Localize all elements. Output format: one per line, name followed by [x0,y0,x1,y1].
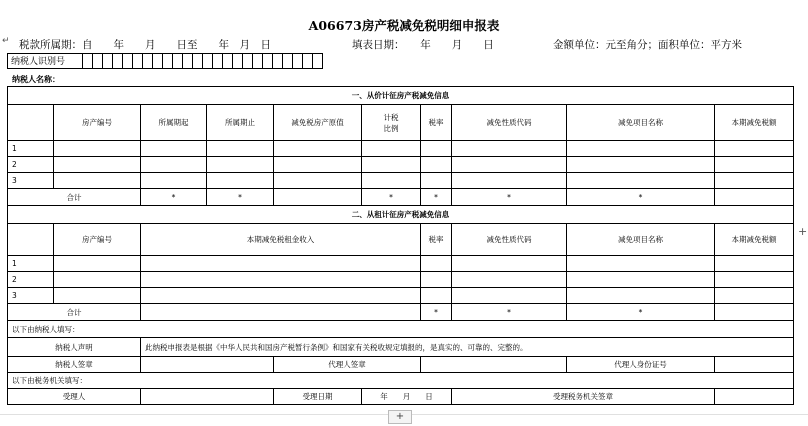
header-relief-item: 减免项目名称 [567,105,715,141]
table-cell[interactable] [421,157,452,173]
taxpayer-id-label: 纳税人识别号 [7,53,83,69]
table-cell[interactable] [452,272,567,288]
table-cell[interactable] [567,272,715,288]
table-cell[interactable] [567,256,715,272]
table-cell[interactable] [54,272,141,288]
table-cell[interactable] [54,157,141,173]
id-digit-box[interactable] [313,53,323,69]
table-cell[interactable] [362,157,421,173]
star-cell: * [567,304,715,321]
table-cell[interactable] [715,141,794,157]
header-period-start: 所属期起 [141,105,207,141]
table-cell[interactable] [421,357,567,373]
id-digit-box[interactable] [263,53,273,69]
table-cell[interactable] [452,141,567,157]
signature-row [8,357,794,373]
table-cell[interactable] [54,256,141,272]
receive-date-units: 年 月 日 [362,389,452,405]
table-row [8,256,794,272]
id-digit-box[interactable] [213,53,223,69]
form-title: A06673房产税减免税明细申报表 [308,18,500,33]
taxpayer-fill-label: 以下由纳税人填写： [8,321,794,338]
table-cell[interactable] [274,189,362,206]
id-digit-box[interactable] [183,53,193,69]
table-cell[interactable] [715,189,794,206]
row-number: 1 [8,256,54,272]
total-label: 合计 [8,189,141,206]
table-cell[interactable] [452,256,567,272]
id-digit-box[interactable] [283,53,293,69]
table-cell[interactable] [274,141,362,157]
star-cell: * [362,189,421,206]
table-cell[interactable] [54,173,141,189]
header-relief-amount: 本期减免税额 [715,224,794,256]
id-digit-box[interactable] [103,53,113,69]
id-digit-box[interactable] [233,53,243,69]
row-number: 2 [8,272,54,288]
table-cell[interactable] [452,288,567,304]
table-row [8,272,794,288]
id-digit-box[interactable] [143,53,153,69]
fill-date: 填表日期： 年 月 日 [352,39,494,51]
agent-signature-label: 代理人签章 [274,357,421,373]
star-cell: * [421,304,452,321]
table-cell[interactable] [452,157,567,173]
section1-title: 一、从价计征房产税减免信息 [8,87,794,105]
star-cell: * [207,189,274,206]
id-digit-box[interactable] [243,53,253,69]
receiver-row [8,389,794,405]
table-cell[interactable] [362,141,421,157]
table-cell[interactable] [452,173,567,189]
table-cell[interactable] [567,173,715,189]
table-cell[interactable] [567,288,715,304]
declaration-label: 纳税人声明 [8,338,141,357]
table-cell[interactable] [207,141,274,157]
row-number: 3 [8,288,54,304]
id-digit-box[interactable] [113,53,123,69]
id-digit-box[interactable] [133,53,143,69]
table-cell[interactable] [715,272,794,288]
table-cell[interactable] [421,256,452,272]
id-digit-box[interactable] [93,53,103,69]
table-cell[interactable] [421,272,452,288]
id-digit-box[interactable] [273,53,283,69]
row-number: 2 [8,157,54,173]
table-cell[interactable] [715,304,794,321]
id-digit-box[interactable] [303,53,313,69]
add-column-icon[interactable]: + [798,225,808,238]
star-cell: * [141,189,207,206]
table-cell[interactable] [567,141,715,157]
table-cell[interactable] [141,157,207,173]
taxpayer-name-label: 纳税人名称： [12,75,60,84]
header-relief-amount: 本期减免税额 [715,105,794,141]
id-digit-box[interactable] [83,53,93,69]
table-cell[interactable] [141,173,207,189]
header-property-no: 房产编号 [54,105,141,141]
table-cell[interactable] [567,157,715,173]
table-cell[interactable] [54,288,141,304]
tax-office-fill-row [8,373,794,389]
header-relief-code: 减免性质代码 [452,105,567,141]
tax-period: 税款所属期：自 年 月 日至 年 月 日 [19,39,271,51]
section1-title-row [8,87,794,105]
table-cell[interactable] [421,141,452,157]
table-cell[interactable] [54,141,141,157]
tax-office-fill-label: 以下由税务机关填写： [8,373,794,389]
table-cell[interactable] [207,157,274,173]
id-digit-box[interactable] [123,53,133,69]
star-cell: * [421,189,452,206]
receiver-label: 受理人 [8,389,141,405]
section1-header-row [8,105,794,141]
header-tax-rate: 税率 [421,105,452,141]
section2-total-row [8,304,794,321]
star-cell: * [452,304,567,321]
declaration-text: 此纳税申报表是根据《中华人民共和国房产税暂行条例》和国家有关税收规定填报的，是真实的、可靠的、完整的。 [141,338,794,357]
table-cell[interactable] [274,173,362,189]
table-cell[interactable] [141,304,421,321]
header-period-end: 所属期止 [207,105,274,141]
id-digit-box[interactable] [193,53,203,69]
table-cell[interactable] [207,173,274,189]
id-digit-box[interactable] [293,53,303,69]
id-digit-box[interactable] [253,53,263,69]
house-tax-relief-table [7,86,794,405]
table-row [8,157,794,173]
id-digit-box[interactable] [173,53,183,69]
table-cell[interactable] [141,357,274,373]
paragraph-mark-icon: ↵ [2,36,10,46]
section2-title: 二、从租计征房产税减免信息 [8,206,794,224]
taxpayer-id-row [7,53,323,69]
office-seal-label: 受理税务机关签章 [452,389,715,405]
unit-note: 金额单位：元至角分；面积单位：平方米 [553,39,742,51]
table-row [8,173,794,189]
star-cell: * [567,189,715,206]
taxpayer-signature-label: 纳税人签章 [8,357,141,373]
table-row [8,141,794,157]
header-tax-ratio: 计税比例 [362,105,421,141]
table-cell[interactable] [421,173,452,189]
add-row-button[interactable]: + [388,410,412,424]
id-digit-box[interactable] [153,53,163,69]
table-cell[interactable] [141,272,421,288]
table-cell[interactable] [274,157,362,173]
table-cell[interactable] [715,173,794,189]
table-row [8,288,794,304]
declaration-row [8,338,794,357]
table-cell[interactable] [421,288,452,304]
table-cell[interactable] [715,288,794,304]
section1-total-row [8,189,794,206]
id-digit-box[interactable] [163,53,173,69]
header-property-no: 房产编号 [54,224,141,256]
table-cell[interactable] [715,256,794,272]
table-cell[interactable] [715,157,794,173]
section2-title-row [8,206,794,224]
header-relief-code: 减免性质代码 [452,224,567,256]
table-cell[interactable] [141,288,421,304]
header-blank [8,105,54,141]
table-cell[interactable] [715,389,794,405]
table-cell[interactable] [362,173,421,189]
section2-header-row [8,224,794,256]
id-digit-box[interactable] [203,53,213,69]
total-label: 合计 [8,304,141,321]
taxpayer-fill-row [8,321,794,338]
table-cell[interactable] [141,141,207,157]
table-cell[interactable] [141,389,274,405]
receive-date-label: 受理日期 [274,389,362,405]
id-digit-box[interactable] [223,53,233,69]
header-tax-rate: 税率 [421,224,452,256]
agent-id-label: 代理人身份证号 [567,357,715,373]
header-original-value: 减免税房产原值 [274,105,362,141]
header-blank [8,224,54,256]
row-number: 1 [8,141,54,157]
table-cell[interactable] [141,256,421,272]
star-cell: * [452,189,567,206]
table-cell[interactable] [715,357,794,373]
header-rent-income: 本期减免税租金收入 [141,224,421,256]
header-relief-item: 减免项目名称 [567,224,715,256]
row-number: 3 [8,173,54,189]
